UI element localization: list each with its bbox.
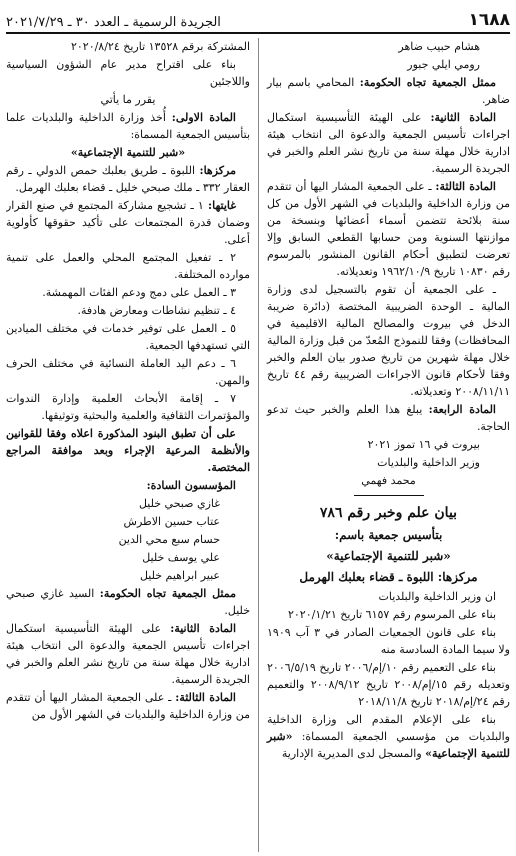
notice-headquarters: مركزها: اللبوة ـ قضاء بعلبك الهرمل: [299, 570, 478, 584]
goal-item: غايتها: ١ ـ تشجيع مشاركة المجتمع في صنع القرار وضمان قدرة المجتمعات على تأكيد حقوقها كأولوية أعلى.: [6, 199, 250, 246]
founder-name: عتاب حسين الاطرش: [123, 515, 220, 528]
signature-place: بيروت في ١٦ تموز ٢٠٢١: [367, 438, 480, 451]
member-name: رومي ايلي جبور: [407, 58, 480, 71]
founder-name: غازي صبحي خليل: [138, 497, 220, 510]
headquarters: مركزها: اللبوة ـ طريق بعلبك حمص الدولي ـ رقم العقار ٣٣٢ ـ ملك صبحي خليل ـ قضاء بعلبك الهرمل.: [6, 164, 250, 194]
goal-item: ٥ ـ العمل على توفير خدمات في مختلف الميادين التي تستهدفها الجمعية.: [6, 322, 250, 352]
basis-1: بناء على المرسوم رقم ٦١٥٧ تاريخ ٢٠٢٠/١/٢١: [287, 608, 496, 621]
basis-4: بناء على الإعلام المقدم الى وزارة الداخلية والبلديات من مؤسسي الجمعية المسماة: «شبر للتنمية الإجتماعية» والمسجل لدى المديرية الإدارية: [267, 713, 510, 760]
founder-name: حسام سبع محي الدين: [118, 533, 220, 546]
article-4: المادة الرابعة: يبلغ هذا العلم والخبر حيث تدعو الحاجة.: [267, 403, 510, 433]
page-header: [6, 6, 510, 34]
notice-subtitle: بتأسيس جمعية باسم:: [334, 528, 443, 542]
article-3-cont: ـ على الجمعية أن تقوم بالتسجيل لدى وزارة المالية ـ الوحدة الضريبية المختصة (دائرة ضريبة الدخل في بيروت والمصالح المالية الاقليمية في المحافظات) وفقا للنموذج المُعدّ من قبل وزارة المالية خلال مهلة شهرين من تاريخ صدور بيان العلم والخبر وفقا لأحكام قانون الاجراءات الضريبية رقم ٤٤ تاريخ ٢٠٠٨/١١/١١ وتعديلاته.: [267, 283, 510, 398]
goal-item: ٧ ـ إقامة الأبحاث العلمية وإدارة الندوات والمؤتمرات الثقافية والعلمية والبحثية وتوثيقها.: [6, 392, 250, 422]
member-name: هشام حبيب ضاهر: [398, 40, 480, 53]
goal-item: ٤ ـ تنظيم نشاطات ومعارض هادفة.: [77, 304, 236, 317]
columns: [6, 38, 510, 852]
signature-title: وزير الداخلية والبلديات: [377, 456, 480, 469]
signature-name: محمد فهمي: [361, 474, 416, 487]
minister-line: ان وزير الداخلية والبلديات: [378, 590, 496, 603]
article-2: المادة الثانية: على الهيئة التأسيسية استكمال اجراءات تأسيس الجمعية والدعوة الى انتخاب هيئة ادارية خلال مهلة سنة من تاريخ نشر العلم والخبر في الجريدة الرسمية.: [6, 622, 250, 686]
article-1: المادة الاولى: أُخذ وزارة الداخلية والبلديات علما بتأسيس الجمعية المسماة:: [6, 111, 250, 141]
founder-name: علي يوسف خليل: [142, 551, 220, 564]
founders-heading: المؤسسون السادة:: [146, 479, 236, 492]
notice-association-name: «شبر للتنمية الإجتماعية»: [326, 549, 451, 563]
article-3: المادة الثالثة: ـ على الجمعية المشار اليها أن تتقدم من وزارة الداخلية والبلديات في الشهر الأول من: [6, 691, 250, 721]
left-column: [6, 38, 258, 852]
condition-clause: على أن تطبق البنود المذكورة اعلاه وفقا للقوانين والأنظمة المرعية الإجراء وبعد موافقة المراجع المختصة.: [6, 427, 250, 474]
founder-name: عبير ابراهيم خليل: [139, 569, 220, 582]
notice-title: بيان علم وخبر رقم ٧٨٦: [319, 505, 458, 521]
page-number: ١٦٨٨: [468, 10, 510, 30]
article-3: المادة الثالثة: ـ على الجمعية المشار اليها أن تتقدم من وزارة الداخلية والبلديات في الشهر الأول من كل سنة بلائحة تتضمن أسماء أعضائها وبنسخة من موازنتها السنوية ومن حسابها القطعي السابق وإلا تعرضت لتطبيق أحكام القانون المنشور بالمرسوم رقم ١٠٨٣٠ تاريخ ١٩٦٢/١٠/٩ وتعديلاته.: [267, 180, 510, 278]
basis-2: بناء على قانون الجمعيات الصادر في ٣ آب ١٩٠٩ ولا سيما المادة السادسة منه: [267, 626, 510, 656]
goal-item: ٦ ـ دعم اليد العاملة النسائية في مختلف الحرف والمهن.: [6, 357, 250, 387]
article-2: المادة الثانية: على الهيئة التأسيسية استكمال اجراءات تأسيس الجمعية والدعوة الى انتخاب هيئة ادارية خلال مهلة سنة من تاريخ نشر العلم والخبر في الجريدة الرسمية.: [267, 111, 510, 175]
decides-heading: يقرر ما يأتي: [100, 93, 156, 106]
goal-item: ٢ ـ تفعيل المجتمع المحلي والعمل على تنمية موارده المختلفة.: [6, 251, 250, 281]
association-name: «شبر للتنمية الإجتماعية»: [70, 146, 186, 159]
representative: ممثل الجمعية تجاه الحكومة: السيد غازي صبحي خليل.: [6, 587, 250, 617]
registration-line: المشتركة برقم ١٣٥٢٨ تاريخ ٢٠٢٠/٨/٢٤: [70, 40, 250, 53]
right-column: [258, 38, 510, 852]
divider: [354, 495, 424, 496]
basis-3: بناء على التعميم رقم ١٠/إم/٢٠٠٦ تاريخ ٢٠٠٦/٥/١٩ وتعديله رقم ١٥/إم/٢٠٠٨ تاريخ ٢٠٠٨/٩/١٢ والتعميم رقم ٢٤/إم/٢٠١٨ تاريخ ٢٠١٨/١١/٨: [267, 661, 510, 708]
representative: ممثل الجمعية تجاه الحكومة: المحامي باسم بيار ضاهر.: [267, 76, 510, 106]
goal-item: ٣ ـ العمل على دمج ودعم الفئات المهمشة.: [42, 286, 236, 299]
proposal-line: بناء على اقتراح مدير عام الشؤون السياسية واللاجئين: [6, 58, 250, 88]
gazette-title: الجريدة الرسمية ـ العدد ٣٠ ـ ٢٠٢١/٧/٢٩: [6, 15, 221, 30]
